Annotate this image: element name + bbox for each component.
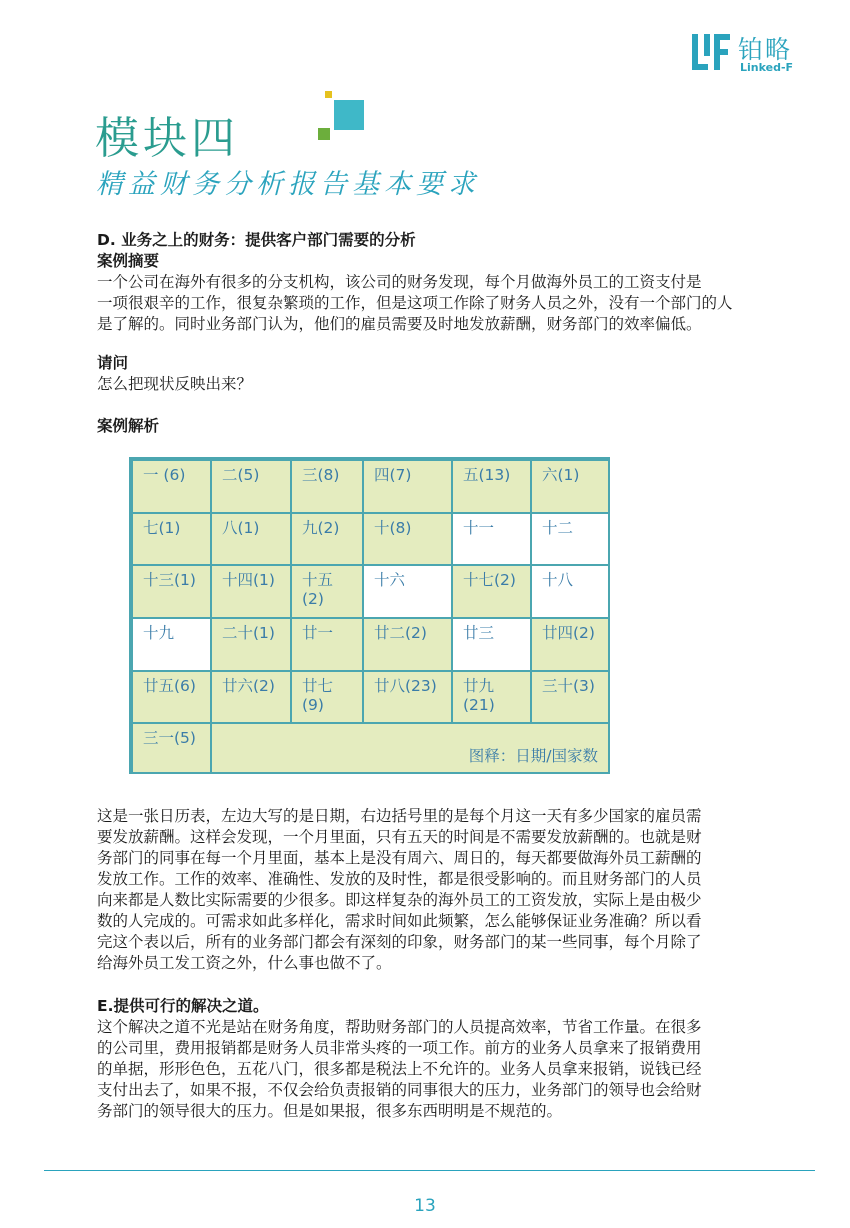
calendar-day-cell: [362, 512, 453, 566]
calendar-day-cell: [530, 617, 610, 672]
explanation-paragraph: [97, 806, 787, 974]
case-summary-line: 一个公司在海外有很多的分支机构，该公司的财务发现，每个月做海外员工的工资支付是: [97, 273, 702, 291]
logo-mark-icon: [690, 32, 732, 72]
calendar-day-label: 廿四(2): [542, 624, 595, 642]
calendar-day-label: 三一(5): [143, 729, 196, 747]
calendar-day-label: 一 (6): [143, 466, 186, 484]
calendar-day-label: 廿六(2): [222, 677, 275, 695]
calendar-day-label: 二(5): [222, 466, 260, 484]
calendar-day-label: 九(2): [302, 519, 340, 537]
calendar-day-cell: [451, 512, 532, 566]
calendar-day-cell: [210, 617, 292, 672]
calendar-day-label: 四(7): [374, 466, 412, 484]
calendar-day-cell: [290, 512, 364, 566]
calendar-day-cell: [530, 670, 610, 724]
brand-logo: [690, 30, 820, 76]
section-e-heading: E.提供可行的解决之道。: [97, 997, 269, 1015]
analysis-heading-block: [97, 416, 787, 437]
section-e-line: 支付出去了，如果不报，不仅会给负责报销的同事很大的压力，业务部门的领导也会给财: [97, 1081, 702, 1099]
calendar-day-cell: [362, 670, 453, 724]
calendar-day-label: 十(8): [374, 519, 412, 537]
calendar-day-label: 二十(1): [222, 624, 275, 642]
calendar-day-cell: [362, 617, 453, 672]
explanation-line: 数的人完成的。可需求如此多样化，需求时间如此频繁，怎么能够保证业务准确？所以看: [97, 912, 702, 930]
case-summary-line: 一项很艰辛的工作，很复杂繁琐的工作，但是这项工作除了财务人员之外，没有一个部门的人: [97, 294, 733, 312]
module-title: 模块四: [95, 113, 239, 164]
calendar-day-cell: [290, 617, 364, 672]
explanation-line: 向来都是人数比实际需要的少很多。即这样复杂的海外员工的工资发放，实际上是由极少: [97, 891, 702, 909]
calendar-day-label: 十六: [374, 571, 406, 589]
logo-english-text: Linked-F: [740, 61, 794, 74]
section-e-line: 的公司里，费用报销都是财务人员非常头疼的一项工作。前方的业务人员拿来了报销费用: [97, 1039, 702, 1057]
calendar-day-cell: [451, 459, 532, 514]
calendar-day-label: 廿三: [463, 624, 495, 642]
explanation-line: 这是一张日历表，左边大写的是日期，右边括号里的是每个月这一天有多少国家的雇员需: [97, 807, 702, 825]
section-d: [97, 230, 787, 335]
case-summary-heading: 案例摘要: [97, 252, 160, 270]
explanation-line: 给海外员工发工资之外，什么事也做不了。: [97, 954, 392, 972]
calendar-day-label: 十八: [542, 571, 574, 589]
calendar-day-cell: [131, 722, 212, 774]
calendar-day-cell: [210, 512, 292, 566]
question-text: 怎么把现状反映出来？: [97, 375, 253, 393]
page-number: 13: [414, 1196, 436, 1216]
module-subtitle: 精益财务分析报告基本要求: [96, 169, 480, 200]
section-d-heading: D. 业务之上的财务：提供客户部门需要的分析: [97, 231, 416, 249]
calendar-day-cell: [131, 670, 212, 724]
calendar-day-label: 廿八(23): [374, 677, 437, 695]
calendar-day-cell: [210, 670, 292, 724]
calendar-day-label: 廿七 (9): [302, 677, 334, 714]
calendar-day-cell: [131, 564, 212, 619]
explanation-line: 务部门的同事在每一个月里面，基本上是没有周六、周日的，每天都要做海外员工薪酬的: [97, 849, 702, 867]
calendar-day-cell: [451, 670, 532, 724]
section-e-line: 务部门的领导很大的压力。但是如果报，很多东西明明是不规范的。: [97, 1102, 563, 1120]
calendar-day-label: 八(1): [222, 519, 260, 537]
calendar-day-label: 六(1): [542, 466, 580, 484]
decor-square-green: [318, 128, 330, 140]
calendar-day-label: 廿五(6): [143, 677, 196, 695]
calendar-day-label: 十一: [463, 519, 495, 537]
calendar-day-label: 十五 (2): [302, 571, 334, 608]
calendar-day-cell: [451, 617, 532, 672]
decor-square-small-yellow: [325, 91, 332, 98]
calendar-day-label: 廿一: [302, 624, 334, 642]
footer-divider: [44, 1170, 815, 1171]
explanation-line: 完这个表以后，所有的业务部门都会有深刻的印象，财务部门的某一些同事，每个月除了: [97, 933, 702, 951]
calendar-day-cell: [131, 617, 212, 672]
calendar-day-label: 十四(1): [222, 571, 275, 589]
calendar-day-cell: [210, 564, 292, 619]
explanation-line: 发放工作。工作的效率、准确性、发放的及时性，都是很受影响的。而且财务部门的人员: [97, 870, 702, 888]
decor-square-large-teal: [334, 100, 364, 130]
calendar-day-cell: [362, 564, 453, 619]
section-e-line: 这个解决之道不光是站在财务角度，帮助财务部门的人员提高效率，节省工作量。在很多: [97, 1018, 702, 1036]
calendar-day-cell: [131, 512, 212, 566]
calendar-day-cell: [451, 564, 532, 619]
calendar-day-label: 十三(1): [143, 571, 196, 589]
calendar-day-label: 七(1): [143, 519, 181, 537]
logo-chinese-text: 铂略: [738, 35, 793, 64]
calendar-day-cell: [530, 564, 610, 619]
calendar-day-cell: [362, 459, 453, 514]
calendar-day-label: 五(13): [463, 466, 511, 484]
calendar-day-label: 三十(3): [542, 677, 595, 695]
case-analysis-heading: 案例解析: [97, 417, 160, 435]
calendar-day-cell: [530, 459, 610, 514]
calendar-day-cell: [530, 512, 610, 566]
calendar-day-label: 廿九 (21): [463, 677, 495, 714]
calendar-day-label: 十二: [542, 519, 574, 537]
calendar-day-cell: [131, 459, 212, 514]
question-heading: 请问: [97, 354, 129, 372]
question-block: [97, 353, 787, 395]
calendar-day-label: 廿二(2): [374, 624, 427, 642]
calendar-legend: 图释：日期/国家数: [468, 747, 598, 765]
calendar-day-label: 三(8): [302, 466, 340, 484]
case-summary-line: 是了解的。同时业务部门认为，他们的雇员需要及时地发放薪酬，财务部门的效率偏低。: [97, 315, 702, 333]
calendar-day-cell: [290, 670, 364, 724]
explanation-line: 要发放薪酬。这样会发现，一个月里面，只有五天的时间是不需要发放薪酬的。也就是财: [97, 828, 702, 846]
calendar-day-cell: [290, 564, 364, 619]
calendar-table: [129, 457, 610, 774]
section-e: [97, 996, 787, 1122]
calendar-legend-cell: [210, 722, 610, 774]
calendar-day-cell: [210, 459, 292, 514]
calendar-day-cell: [290, 459, 364, 514]
section-e-line: 的单据，形形色色，五花八门，很多都是税法上不允许的。业务人员拿来报销，说钱已经: [97, 1060, 702, 1078]
calendar-day-label: 十九: [143, 624, 175, 642]
calendar-day-label: 十七(2): [463, 571, 516, 589]
